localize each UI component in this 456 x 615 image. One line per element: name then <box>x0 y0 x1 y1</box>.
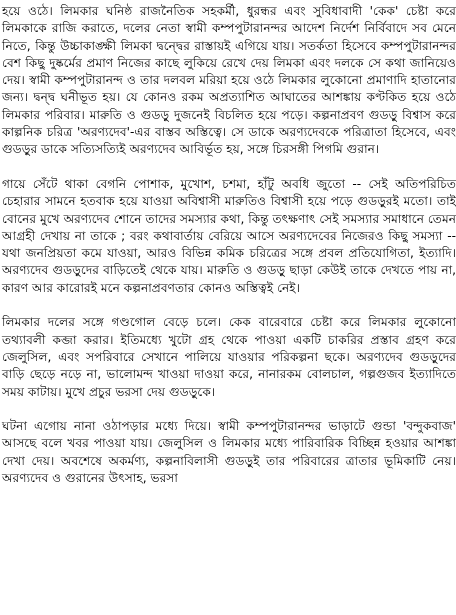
paragraph-2: গায়ে সেঁটে থাকা বেগনি পোশাক, মুখোশ, চশমা, হাঁটু অবধি জুতো -- সেই অতিপরিচিত চেহারার সামনে হতবাক হয়ে যাওয়া অবিশ্বাসী মারুতিও বিশ্বাসী হয়ে পড়ে গুডড়ুরই মতো। তাই বোনের মুখে অরণ্যদেব শোনে তাদের সমস্যার কথা, কিন্তু তৎক্ষণাৎ সেই সমস্যার সমাধানে তেমন আগ্রহী দেখায় না তাকে ; বরং কথাবার্তায় বেরিয়ে আসে অরণ্যদেবের নিজেরও কিছু সমস্যা -- যথা জনপ্রিয়তা কমে যাওয়া, আরও বিভিন্ন কমিক চরিত্রের সঙ্গে প্রবল প্রতিযোগিতা, ইত্যাদি। অরণ্যদেব গুডড়ুদের বাড়িতেই থেকে যায়। মারুতি ও গুডড়ু ছাড়া কেউই তাকে দেখতে পায় না, কারণ আর কারোরই মনে কল্পনাপ্রবণতার কোনও অস্তিত্বই নেই। <box>2 176 456 295</box>
paragraph-3: লিমকার দলের সঙ্গে গণ্ডগোল বেড়ে চলে। কেক বারেবারে চেষ্টা করে লিমকার লুকোনো তথ্যাবলী কব্জা করার। ইতিমধ্যে খুটো গ্রহ থেকে পাওয়া একটি চাকরির প্রস্তাব গ্রহণ করে জেলুসিল, এবং সপরিবারে সেখানে পালিয়ে যাওয়ার পরিকল্পনা ছকে। অরণ্যদেব গুডড়ুদের বাড়ি ছেড়ে নড়ে না, ভালোমন্দ খাওয়া দাওয়া করে, নানারকম বোলচাল, গল্পগুজব ইত্যাদিতে সময় কাটায়। মুখে প্রচুর ভরসা দেয় গুডড়ুকে। <box>2 315 456 399</box>
paragraph-4: ঘটনা এগোয় নানা ওঠাপড়ার মধ্যে দিয়ে। স্বামী কম্পপুটারানন্দর ভাড়াটে গুন্ডা 'বন্দুকবাজ' আসছে বলে খবর পাওয়া যায়। জেলুসিল ও লিমকার মধ্যে পারিবারিক বিচ্ছিন্ন হওয়ার আশঙ্কা দেখা দেয়। অবশেষে অকর্মণ্য, কল্পনাবিলাসী গুডড়ুই তার পরিবারের ত্রাতার ভূমিকাটি নেয়। অরণ্যদেব ও গুরানের উৎসাহ, ভরসা <box>2 419 456 486</box>
paragraph-1: হয়ে ওঠে। লিমকার ঘনিষ্ঠ রাজনৈতিক সহকর্মী, ধুরন্ধর এবং সুবিধাবাদী 'কেক' চেষ্টা করে লিমকাকে রাজি করাতে, দলের নেতা স্বামী কম্পপুটারানন্দর আদেশ নির্দেশ নির্বিবাদে সব মেনে নিতে, কিন্তু উচ্চাকাঙ্ক্ষী লিমকা দ্বন্দ্বের রাস্তায়ই এগিয়ে যায়। সতর্কতা হিসেবে কম্পপুটারানন্দর বেশ কিছু দুষ্কর্মের প্রমাণ নিজের কাছে লুকিয়ে রেখে দেয় লিমকা এবং দলকে সে কথা জানিয়েও দেয়। স্বামী কম্পপুটারানন্দ ও তার দলবল মরিয়া হয়ে ওঠে লিমকার লুকোনো প্রমাণাদি হাতানোর জন্য। দ্বন্দ্ব ঘনীভূত হয়। যে কোনও রকম অপ্রত্যাশিত আঘাতের আশঙ্কায় কণ্টকিত হয়ে ওঠে লিমকার পরিবার। মারুতি ও গুডড়ু দুজনেই বিচলিত হয়ে পড়ে। কল্পনাপ্রবণ গুডড়ু বিশ্বাস করে কাল্পনিক চরিত্র 'অরণ্যদেব'-এর বাস্তব অস্তিত্বে। সে ডাকে অরণ্যদেবকে পরিত্রাতা হিসেবে, এবং গুডড়ুর ডাকে সত্যিসত্যিই অরণ্যদেব আবির্ভূত হয়, সঙ্গে চিরসঙ্গী পিগমি গুরান। <box>2 4 456 157</box>
